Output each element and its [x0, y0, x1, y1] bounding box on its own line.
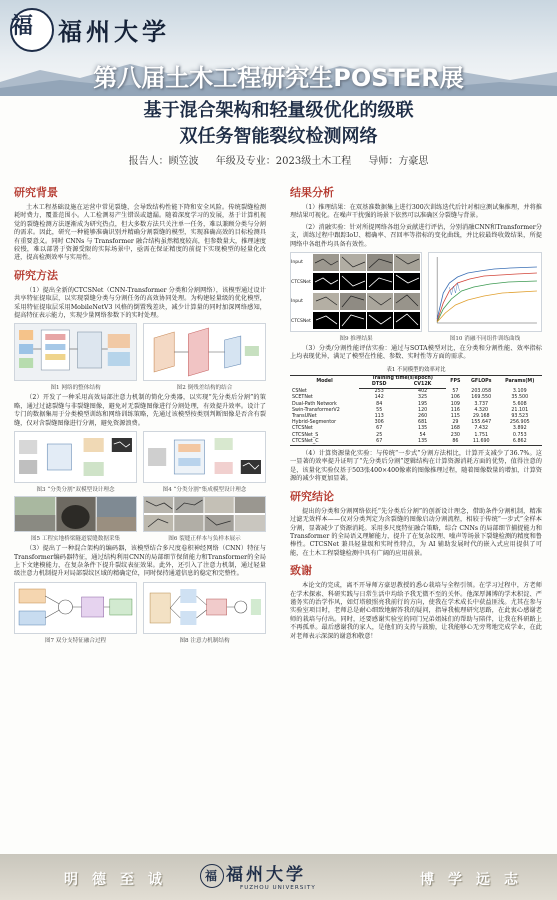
table-cell: 169.550 [471, 395, 492, 401]
method-1-text: （1）提出全新的CTCSNet（CNN-Transformer 分类和分割网络），该模型通过设计共享特征提取层，以实现裂缝分类与分割任务的高效协同处理。为构建轻量级的优化模型，采用特征提取层采用MobileNetV3 风格的倒置残差块，减少计算量的同时加深网络感知，提高特征表示能力，实现少量网络参数下的实时处理。 [14, 286, 266, 320]
table-cell: 681 [418, 420, 428, 426]
table-cell: 35.500 [511, 395, 529, 401]
acknowledgement-heading: 致谢 [290, 564, 312, 578]
figure-5-field-photos [14, 496, 137, 532]
table-cell: 21.101 [511, 407, 529, 413]
table-cell: CSNet [292, 389, 307, 394]
background-text: 土木工程基础设施在运营中常见裂缝，会导致结构性能下降和安全风险。传统裂缝检测耗时费力，覆盖范围小。人工检测易产生错误或遗漏。随着深度学习的发展，基于计算机视觉的裂缝检测方法逐渐成为研究热点，但大多数方法只关注单一任务，难以兼顾分类与分割的需求。因此，研究一种能够准确识别并精确分割裂缝的模型，实现准确高效的目标检测具有重要意义。同时 CNNs 与 Transformer 融合结构虽然精度较高，但参数量大，推理速度较慢，难以部署于资源受限的实际场景中，亟需在保证精度的前提下实现模型的轻量化改进，提高检测效率与实用性。 [14, 204, 266, 262]
table-cell: 253 [374, 389, 384, 395]
figure-8-attention-module [143, 582, 266, 634]
table-cell: 325 [418, 395, 428, 401]
figure-1-network-diagram [14, 323, 137, 381]
table-cell: TransUNet [292, 414, 317, 420]
right-column [290, 180, 542, 644]
figure-7-caption: 图7 双分支特征融合过程 [44, 637, 107, 644]
table-cell: 155.647 [471, 420, 492, 426]
title-line-2: 双任务智能裂纹检测网络 [179, 126, 378, 147]
table-cell: 67 [376, 426, 383, 432]
figure-row-2 [14, 431, 266, 496]
figure-6-caption: 图6 裂缝正样本与负样本展示 [168, 536, 241, 543]
figure-5-caption: 图5 工程实地桥梁隧道裂缝数据采集 [30, 536, 121, 543]
row-label-input-1: Input [291, 260, 303, 266]
poster-title [0, 98, 557, 150]
university-name-calligraphy: 福州大学 [58, 17, 170, 46]
table-cell: 3.737 [474, 401, 489, 407]
table-row [290, 389, 542, 396]
table-cell: 54 [419, 432, 426, 438]
figure-9-caption: 图9 推理结果 [339, 336, 373, 343]
table-cell: 142 [374, 395, 384, 401]
result-4-text: （4）计算资源量化实验：与传统“一步式”分割方法相比，计算开支减少了36.7%。这一显著的效率提升证明了“先分类后分割”逻辑结构在计算资源消耗方面的优势，值得注意的是，该量化实验仅基于503张400×400像素的图像推理过程，随着图像数量的增加，计算资源的减少将更加显著。 [290, 450, 542, 483]
table-cell: 67 [359, 439, 399, 446]
result-2-text: （2）消融实验：针对所提网络各组分贡献进行评估，分别消融CNN和Transformer分支，训练过程中跟踪IoU、精确率、召回率等指标的变化曲线，并比较最终收敛结果，所提网络中各组件均具备有效性。 [290, 223, 542, 248]
method-3-text: （3）提出了一种混合架构的编码器，该模型结合多尺度卷积神经网络（CNN）特征与Transformer编码器特征，通过结构利用CNN的局部细节保留能力和Transformer的全局上下文建模能力，在复杂条件下提升裂纹表征效果。此外，还引入了注意力机制，通过轻量级注意力机制提升对局部裂纹区域的精确定位，同时保持通道信息的稳定和完整性。 [14, 545, 266, 578]
footer-logo-glyph: 福 [205, 869, 218, 883]
inference-thumbnails [313, 253, 421, 331]
figure-6-sample-grid [143, 496, 266, 532]
title-line-1: 基于混合架构和轻量级优化的级联 [143, 100, 414, 121]
table-cell: 203.058 [471, 389, 492, 394]
background-heading: 研究背景 [14, 186, 58, 199]
table-cell: 402 [418, 389, 428, 395]
figure-2-caption: 图2 倒残差结构的结合 [176, 385, 233, 392]
table-cell: 120 [418, 407, 428, 413]
table-cell: CTCSNet_C [290, 439, 359, 446]
th-cv12k: CV12K [399, 382, 446, 389]
figure-2-inverted-residual [143, 323, 266, 381]
table-cell: 55 [376, 407, 383, 413]
table-cell: Swin-TransformerV2 [292, 407, 340, 413]
results-heading: 结果分析 [290, 186, 334, 199]
efficiency-table [290, 375, 542, 446]
figure-row-9-10 [290, 252, 542, 345]
university-logo-glyph: 福 [11, 13, 34, 39]
footer-university-english: FUZHOU UNIVERSITY [240, 885, 316, 891]
table-cell: 4.320 [474, 407, 489, 413]
author-line [0, 152, 557, 167]
table-cell: 256.905 [509, 420, 530, 426]
table-cell: 6.862 [498, 439, 542, 446]
table-cell: 135 [418, 426, 428, 432]
th-dtsd: DTSD [359, 382, 399, 389]
table-cell: 306 [374, 420, 384, 426]
figure-10-training-curves [428, 252, 542, 332]
table-cell: CTCSNet_S [292, 432, 319, 438]
figure-row-3 [14, 496, 266, 545]
table-cell: 5.608 [512, 401, 527, 407]
figure-3-two-model-design [14, 431, 137, 483]
result-1-text: （1）推理结果：在双基准数据集上进行300次训练迭代后针对相应测试集推理，并将推理结果可视化。在噪声干扰强的场景下依然可以准确区分裂缝与背景。 [290, 204, 542, 220]
table-cell: 93.523 [511, 414, 529, 420]
footer-banner [0, 854, 557, 900]
conclusion-text: 提出的分类和分割网络依托“先分类后分割”的创新设计理念，借助条件分割机制，精准过滤无效样本——仅对分类判定为含裂缝的图像启动分割流程，相较于传统“一步式”全样本分割，显著减少了资源消耗。采用多尺度特征融合策略，综合 CNNs 的局部细节捕捉能力和 Transformer 的全局语义理解能力，提升了在复杂纹理、噪声等场景下裂缝检测的精度和鲁棒性。CTCSNet 兼具轻量级和实时性特点，为 AI 辅助发展时代的嵌入式应用提供了可能，在土木工程裂缝检测中具有广阔的应用前景。 [290, 507, 542, 557]
table-cell: 57 [452, 389, 459, 394]
footer-motto-right: 博学远志 [420, 872, 532, 888]
figure-9-inference-grid [290, 252, 422, 332]
table-cell: CTCSNet [292, 426, 313, 432]
figure-4-integrated-model-design [143, 431, 266, 483]
table-cell: 7.432 [474, 426, 489, 432]
th-gflops: GFLOPs [465, 375, 498, 388]
table-cell: 135 [399, 439, 446, 446]
th-model: Model [290, 375, 359, 388]
efficiency-table-body [290, 389, 542, 446]
method-heading: 研究方法 [14, 268, 58, 282]
table-cell: 195 [418, 401, 428, 407]
row-label-ctcsnet-2: CTCSNet [291, 318, 311, 324]
table-row [290, 439, 542, 446]
table-cell: 84 [376, 401, 383, 407]
result-3-text: （3）分类/分割性能评估实验：通过与SOTA模型对比，在分类和分割性能、效率指标上均表现优异，满足了模型在性能、参数、实时性等方面的需求。 [290, 345, 542, 361]
figure-row-4 [14, 582, 266, 647]
table-cell: 25 [376, 432, 383, 438]
reporter: 报告人：顾笠波 [128, 156, 199, 167]
table-cell: 116 [450, 407, 460, 413]
table-1-caption: 表1 不同模型的效率对比 [386, 366, 446, 373]
table-cell: 260 [418, 414, 428, 420]
table-cell: 11.690 [465, 439, 498, 446]
conclusion-heading: 研究结论 [290, 489, 334, 503]
table-cell: 168 [450, 426, 460, 432]
figure-4-caption: 图4 “分类分割”集成模型设计理念 [162, 487, 247, 494]
figure-row-1 [14, 323, 266, 394]
table-cell: 3.892 [512, 426, 527, 432]
table-cell: 86 [446, 439, 465, 446]
table-cell: 1.751 [474, 432, 489, 438]
th-fps: FPS [446, 375, 465, 388]
figure-10-caption: 图10 消融不同组件训练曲线 [449, 336, 521, 343]
table-cell: 230 [450, 432, 460, 438]
table-cell: Dual-Path Network [292, 401, 337, 407]
event-banner: 第八届土木工程研究生POSTER展 [93, 64, 464, 92]
row-label-input-2: Input [291, 299, 303, 305]
table-cell: Hybrid-Segmentor [292, 420, 337, 426]
left-column [14, 180, 266, 647]
footer-university-calligraphy: 福州大学 [226, 865, 306, 885]
figure-3-caption: 图3 “分类分割”双模型设计理念 [36, 487, 115, 494]
figure-1-caption: 图1 网络的整体结构 [50, 385, 101, 392]
table-cell: 113 [374, 414, 384, 420]
table-cell: 29 [452, 420, 459, 426]
table-cell: 0.753 [512, 432, 527, 438]
table-cell: 29.168 [472, 414, 490, 420]
table-cell: 3.109 [512, 389, 527, 394]
advisor: 导师：方豪思 [368, 156, 429, 167]
figure-7-dual-branch-fusion [14, 582, 137, 634]
th-params: Params(M) [498, 375, 542, 388]
table-cell: 106 [450, 395, 460, 401]
grade-major: 年级及专业：2023级土木工程 [215, 156, 352, 167]
table-cell: SCETNet [292, 395, 313, 401]
table-cell: 109 [450, 401, 460, 407]
acknowledgement-text: 本论文的完成，离不开导师方豪思教授的悉心栽培与全程引领。在学习过程中，方老师在学术探索、科研实践与日常生活中均给予我无微不至的关怀。他深厚渊博的学术积淀、严谨务实的治学作风，如灯塔般照亮我前行的方向，使我在学术成长中获益匪浅。尤其在参与实验室项目时，老师总是耐心细致地解答我的疑问，指导我梳理研究思路，在此衷心感谢老师的栽培与付出。同时，还要感谢实验室的同门兄弟姐妹们的帮助与陪伴，让我在科研路上不再孤单。最后感谢我的家人，是他们的支持与鼓励，让我能够心无旁骛地完成学业，在此对老师表示深深的谢意和敬意！ [290, 582, 542, 640]
method-2-text: （2）开发了一种采用高效局部注意力机制的简化分类器，以实现“先分类后分割”的策略，通过过滤裂缝与非裂缝图像，避免对无裂缝图像进行分割处理，有效提升效率。设计了专门的数据集用于分类模型训练和网络训练策略，先通过该模型按类别判断图像是否含有裂缝，仅对含裂缝图像进行分割，避免资源浪费。 [14, 394, 266, 427]
th-training-time-group: Training time(s/epoch) [359, 375, 446, 382]
table-cell: 115 [450, 414, 460, 420]
figure-8-caption: 图8 注意力机制结构 [179, 637, 230, 644]
row-label-ctcsnet-1: CTCSNet [291, 279, 311, 285]
footer-motto-left: 明德至诚 [64, 872, 176, 888]
